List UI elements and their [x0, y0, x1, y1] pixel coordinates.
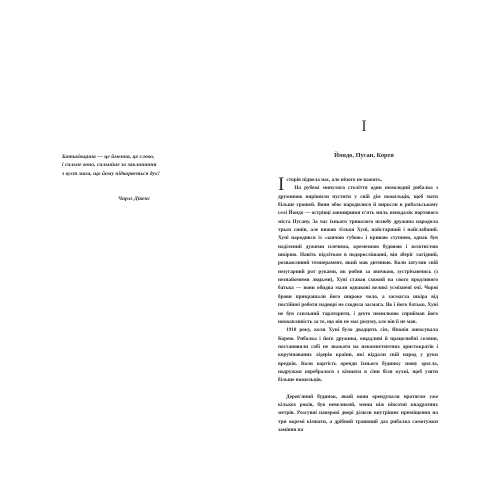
epigraph-line: Батьківщина — це ймення, це слово,: [62, 154, 155, 160]
section-break: [278, 385, 438, 393]
chapter-body: [278, 176, 438, 434]
chapter-number: I: [361, 118, 367, 135]
drop-cap: І: [278, 174, 285, 195]
paragraph: [278, 174, 438, 195]
epigraph-line: з вуст мага, що йому підкоряється дух!: [62, 170, 160, 177]
epigraph-line: і сильне воно, сильніше за заклинання: [62, 162, 157, 169]
paragraph: 1910 року, коли Хуні було двадцять сім, Японія анексувала Корею. Рибалка і його дружина, ощадливі й працелюбні селяни, постановили собі не зважати на некомпетентних аристократів і корумпованих лідерів країни, які віддали свій народ у руки вредків. Коли вартість оренди їхнього будинку знову зросла, подружжя перебралося з кімнати в сіни біля кухні, щоб узяти більше пожильців.: [278, 327, 438, 384]
epigraph-author: Чарлз Дікенс: [118, 196, 151, 202]
chapter-title: Йондо, Пусан, Корея: [334, 152, 394, 159]
paragraph: Дерев'яний будинок, який вони орендували протягом уже кількох років, був невеликий, менш ніж півсотні квадратних метрів. Розсувні паперові двері ділили внутрішнє приміщення на три окремі кімнати, а дрібний травяний дах рибалка самотужки заміняв на: [278, 393, 438, 433]
paragraph-text: сторія підвела нас, але нічого не важить.: [286, 177, 383, 183]
epigraph: [62, 153, 222, 178]
paragraph: На рубежі минулого століття один немолодий рибалка з дружиною вирішили пустити у свій дім пожильців, щоб мати більше грошей. Вони обоє народилися й виросли в рибальському селі Йондо — острівці завширшки п'ять миль неподалік портового міста Пусану. За час їхнього тривалого шлюбу дружина народила трьох синів, але вижив тільки Хуні, найстарший і найслабший. Хуні народився із «заячою губою» і кривою ступнею, однак був наділений дужими плечима, кремезною будовою і золотистою шкірою. Навіть підлітком в подорослішанні, він зберіг лагідний, розважливий темперамент, який мав дитиною. Коли затулив свій незугарний рот руками, як робив за звичкою, зустрічаючись (з незнайомими людьми), Хуні ставав схожий на свого вродливого батька — вони обидва мали однакові великі усміхнені очі. Чорні брови прикрашали його широке чоло, а засмагла шкіра від постійної роботи надворі не сходила засмага. Як і його батько, Хуні не був схильний тараторити, і дехто помилково сприймав його неквапливість за те, що він не має розуму, але він її не мав.: [278, 185, 438, 325]
